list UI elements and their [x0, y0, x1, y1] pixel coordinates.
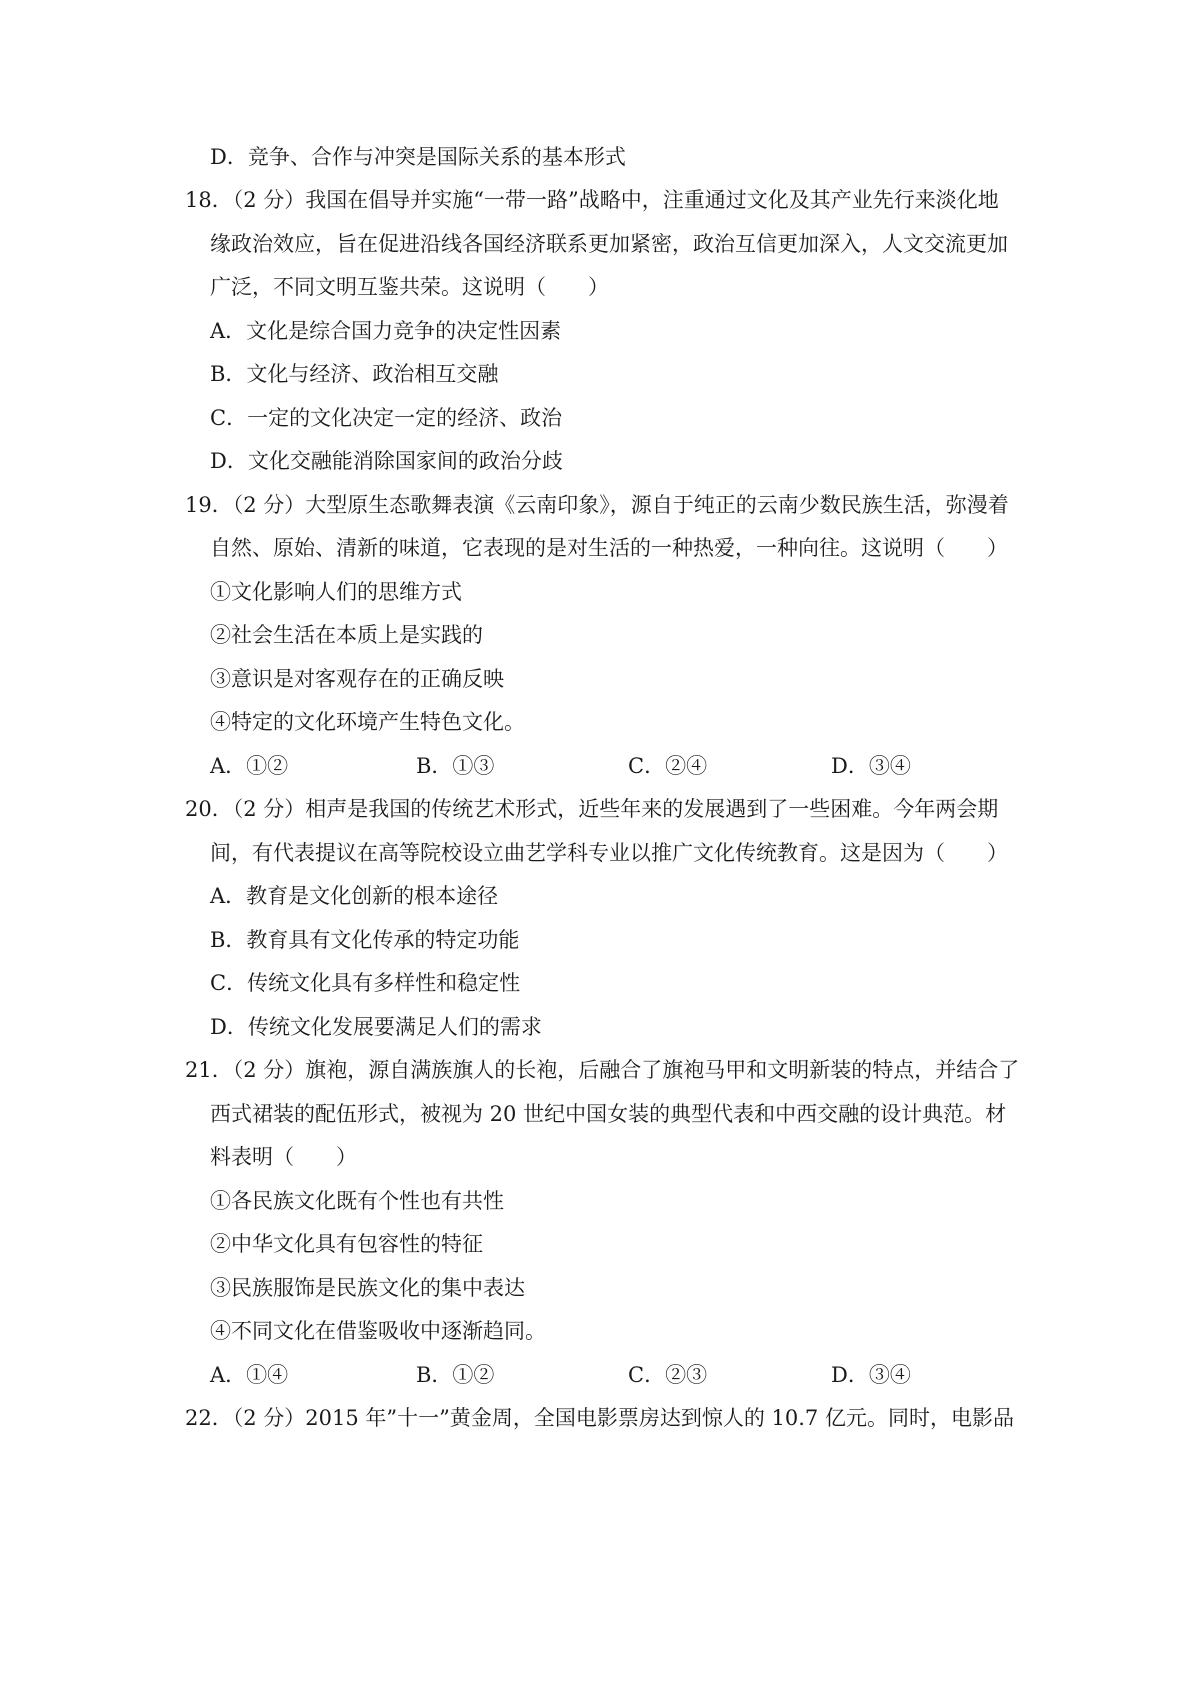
q21-statement-2: ②中华文化具有包容性的特征 [210, 1232, 483, 1256]
q19-statement-1: ①文化影响人们的思维方式 [210, 580, 462, 604]
q21-option-c: C．②③ [628, 1363, 708, 1387]
q21-stem-line-2: 西式裙装的配伍形式，被视为 20 世纪中国女装的典型代表和中西交融的设计典范。材 [210, 1102, 1007, 1126]
q21-option-b: B．①② [416, 1363, 495, 1387]
q18-option-a: A．文化是综合国力竞争的决定性因素 [210, 319, 562, 343]
q20-stem-line-1: 20．（2 分）相声是我国的传统艺术形式，近些年来的发展遇到了一些困难。今年两会期 [185, 797, 999, 821]
q18-option-b: B．文化与经济、政治相互交融 [210, 362, 499, 386]
q19-stem-line-1: 19．（2 分）大型原生态歌舞表演《云南印象》，源自于纯正的云南少数民族生活，弥漫着 [185, 493, 1009, 517]
q18-stem-line-3: 广泛，不同文明互鉴共荣。这说明（ ） [210, 275, 609, 299]
q20-option-a: A．教育是文化创新的根本途径 [210, 884, 499, 908]
q18-option-c: C．一定的文化决定一定的经济、政治 [210, 406, 563, 430]
q19-option-d: D．③④ [831, 754, 911, 778]
q19-stem-line-2: 自然、原始、清新的味道，它表现的是对生活的一种热爱，一种向往。这说明（ ） [210, 536, 1008, 560]
q21-statement-3: ③民族服饰是民族文化的集中表达 [210, 1276, 525, 1300]
q22-stem-line-1: 22．（2 分）2015 年”十一”黄金周，全国电影票房达到惊人的 10.7 亿元。同时，电影品 [185, 1406, 1014, 1430]
q21-option-d: D．③④ [831, 1363, 911, 1387]
q20-option-d: D．传统文化发展要满足人们的需求 [210, 1015, 542, 1039]
q18-option-d: D．文化交融能消除国家间的政治分歧 [210, 449, 563, 473]
q21-stem-line-3: 料表明（ ） [210, 1145, 357, 1169]
q19-statement-3: ③意识是对客观存在的正确反映 [210, 667, 504, 691]
q21-statement-1: ①各民族文化既有个性也有共性 [210, 1189, 504, 1213]
q19-option-b: B．①③ [416, 754, 495, 778]
q19-option-c: C．②④ [628, 754, 708, 778]
q21-statement-4: ④不同文化在借鉴吸收中逐渐趋同。 [210, 1319, 546, 1343]
q19-statement-2: ②社会生活在本质上是实践的 [210, 623, 483, 647]
q20-option-b: B．教育具有文化传承的特定功能 [210, 928, 520, 952]
q20-stem-line-2: 间，有代表提议在高等院校设立曲艺学科专业以推广文化传统教育。这是因为（ ） [210, 841, 1008, 865]
q18-stem-line-1: 18．（2 分）我国在倡导并实施“一带一路”战略中，注重通过文化及其产业先行来淡化地 [185, 188, 999, 212]
q18-stem-line-2: 缘政治效应，旨在促进沿线各国经济联系更加紧密，政治互信更加深入，人文交流更加 [210, 232, 1008, 256]
q19-option-a: A．①② [210, 754, 289, 778]
q21-stem-line-1: 21．（2 分）旗袍，源自满族旗人的长袍，后融合了旗袍马甲和文明新装的特点，并结合了 [185, 1058, 1020, 1082]
q21-option-a: A．①④ [210, 1363, 289, 1387]
q19-statement-4: ④特定的文化环境产生特色文化。 [210, 710, 525, 734]
q20-option-c: C．传统文化具有多样性和稳定性 [210, 971, 521, 995]
q17-option-d: D．竞争、合作与冲突是国际关系的基本形式 [210, 145, 626, 169]
